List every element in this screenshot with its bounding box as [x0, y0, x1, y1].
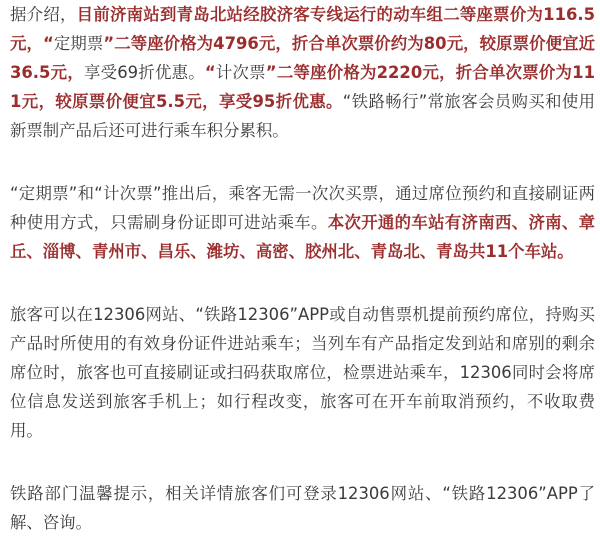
member-points-text: “铁路畅行”常旅客会员购买和使用新票制产品后还可进行乘车积分累积。: [10, 92, 596, 140]
periodic-discount-text: 享受69折优惠。: [83, 63, 205, 82]
term-periodic-ticket: 定期票: [53, 34, 104, 53]
emphasis-base-fare: 目前济南站到青岛北站经胶济客专线运行的动车组二等座票价为116.5元，: [10, 5, 596, 53]
emphasis-quote-open-2: “: [204, 63, 216, 82]
paragraph-usage: [10, 179, 595, 266]
emphasis-stations: 本次开通的车站有济南西、济南、章丘、淄博、青州市、昌乐、潍坊、高密、胶州北、青岛北、青岛共11个车站。: [10, 213, 596, 261]
paragraph-tips: [10, 479, 595, 537]
intro-text: 据介绍，: [10, 5, 77, 24]
emphasis-count-ticket-price: ”二等座价格为2220元，折合单次票价为111元，较原票价便宜5.5元，享受95折优惠。: [10, 63, 595, 111]
emphasis-periodic-ticket-price: ”二等座价格为4796元，折合单次票价约为80元，较原票价便宜近36.5元，: [10, 34, 596, 82]
news-article: [10, 0, 595, 537]
reservation-text: 旅客可以在12306网站、“铁路12306”APP或自动售票机提前预约席位，持购买产品时所使用的有效身份证件进站乘车；当列车有产品指定发到站和席别的剩余席位时，旅客也可直接刷证或扫码获取席位，检票进站乘车，12306同时会将席位信息发送到旅客手机上；如行程改变，旅客可在开车前取消预约，不收取费用。: [10, 305, 595, 440]
usage-text: “定期票”和“计次票”推出后，乘客无需一次次买票，通过席位预约和直接刷证两种使用方式，只需刷身份证即可进站乘车。: [10, 184, 595, 232]
term-count-ticket: 计次票: [215, 63, 266, 82]
tips-text: 铁路部门温馨提示，相关详情旅客们可登录12306网站、“铁路12306”APP了解、咨询。: [10, 484, 595, 532]
paragraph-reservation: [10, 300, 595, 445]
paragraph-ticket-prices: [10, 0, 595, 145]
emphasis-quote-open: “: [42, 34, 54, 53]
